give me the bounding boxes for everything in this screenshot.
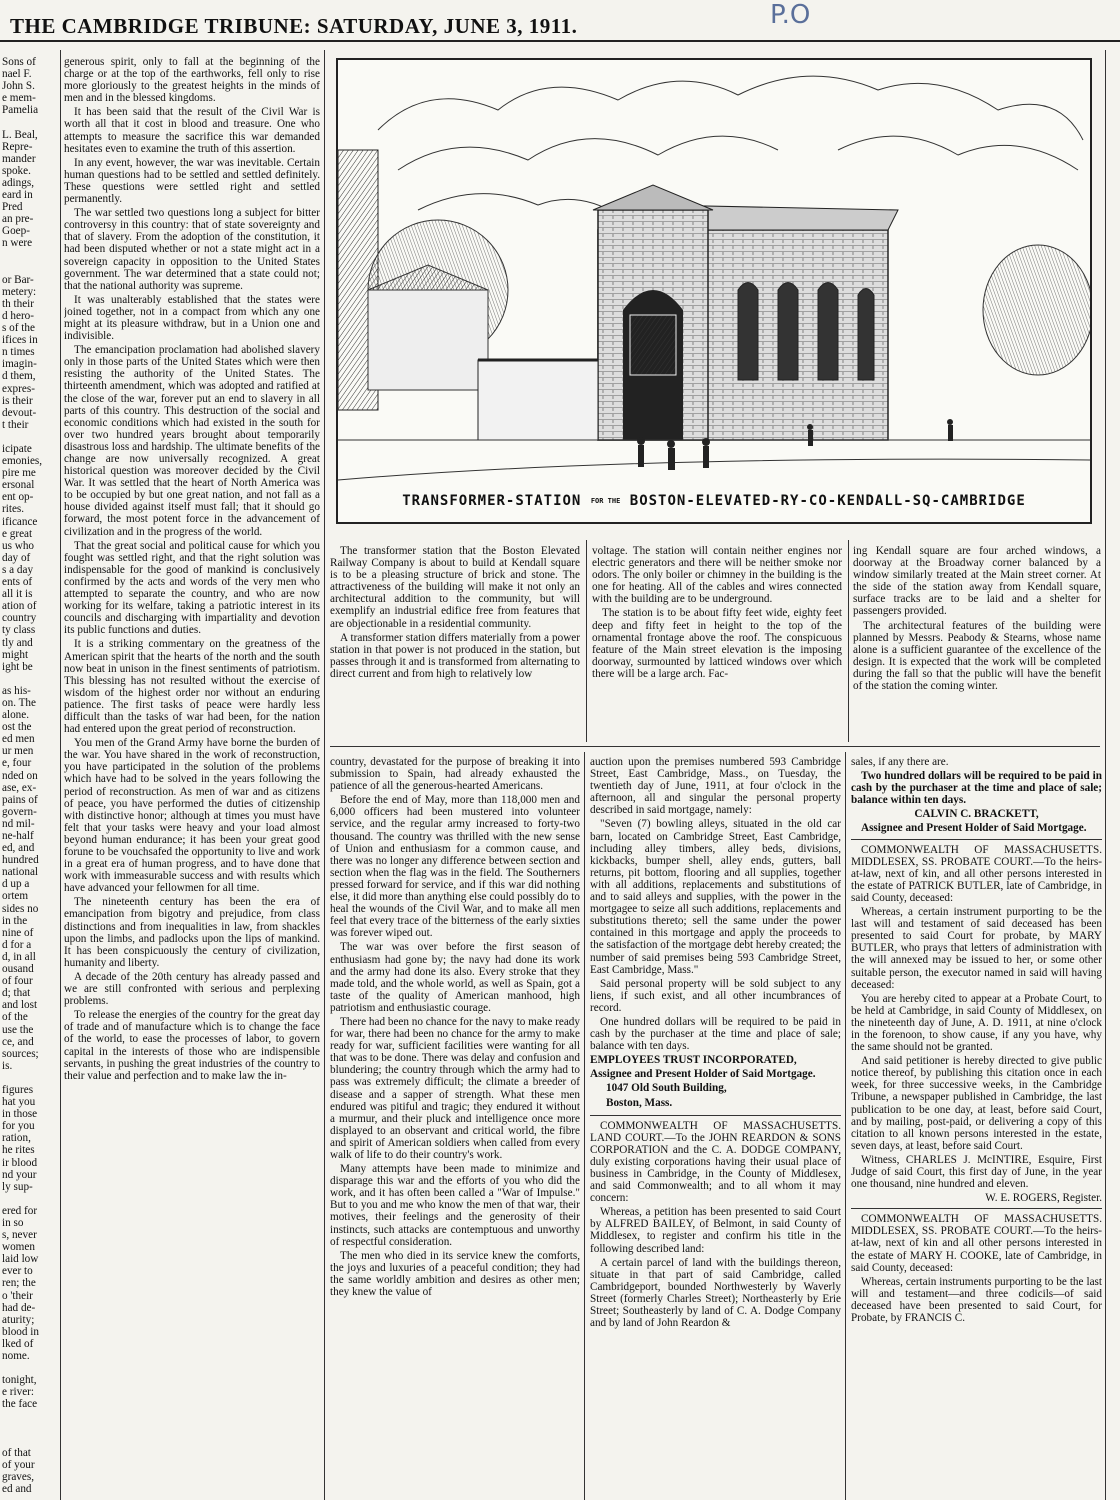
fragment-line: figures — [2, 1083, 34, 1096]
fragment-line: John S. — [2, 80, 35, 93]
fragment-line: imagin- — [2, 358, 37, 371]
paragraph: The men who died in its service knew the comforts, the joys and luxuries of a peaceful condition; they had the same worldly ambition and desires as other men; they knew the value of — [330, 1249, 580, 1299]
paragraph: It was unalterably established that the states were joined together, not in a compact from which any one might at its pleasure withdraw, but in a Union one and indivisible. — [64, 293, 320, 343]
fragment-line: ents of — [2, 576, 33, 589]
paragraph: To release the energies of the country for the great day of trade and of manufacture which is to change the face of the world, to ease the processes of labor, to govern capital in the interests of those who are indispensible servants, in pushing the great industries of the country to their value and perfection and to make law the in- — [64, 1009, 320, 1082]
paragraph: ing Kendall square are four arched windows, a doorway at the Broadway corner balanced by a window similarly treated at the Main street corner. At the side of the station away from Kendall square, surface tracks are to be laid and a shelter for passengers provided. — [853, 545, 1101, 618]
fragment-line: e, four — [2, 757, 32, 770]
caption-right: BOSTON-ELEVATED-RY-CO-KENDALL-SQ-CAMBRIDGE — [629, 493, 1026, 509]
left-edge-fragments — [2, 56, 58, 1496]
paragraph: The transformer station that the Boston Elevated Railway Company is about to build at Kendall square is to be a pleasing structure of brick and stone. The attractiveness of the building will make it not only an architectural addition to the community, but will exemplify an industrial edifice free from features that are objectionable in a residential community. — [330, 545, 580, 630]
sale-signatory-title: Assignee and Present Holder of Said Mortgage. — [861, 822, 1087, 835]
fragment-line: ered for — [2, 1204, 38, 1217]
fragment-line: alone. — [2, 709, 30, 722]
legal-notices-col4 — [590, 756, 841, 1498]
fragment-line: spoke. — [2, 164, 31, 177]
fragment-line: d; that — [2, 987, 31, 1000]
fragment-line: nael F. — [2, 68, 32, 81]
fragment-line: use the — [2, 1023, 34, 1036]
fragment-line — [2, 1411, 58, 1423]
fragment-line: ren; the — [2, 1277, 36, 1290]
probate-butler-register: W. E. ROGERS, Register. — [985, 1192, 1102, 1205]
land-court-petition: Whereas, a petition has been presented to said Court by ALFRED BAILEY, of Belmont, in said County of Middlesex, to register and confirm his title in the following described land: — [590, 1206, 841, 1255]
masthead: THE CAMBRIDGE TRIBUNE: SATURDAY, JUNE 3, 1911. — [10, 14, 578, 38]
paragraph: A transformer station differs materially from a power station in that power is not produced in the station, but passes through it and is transformed from alternating to direct current and from high to relatively low — [330, 631, 580, 680]
fragment-line: in those — [2, 1108, 38, 1121]
fragment-line: ousand — [2, 963, 34, 976]
fragment-line: icipate — [2, 443, 32, 455]
paragraph: generous spirit, only to fall at the beginning of the charge or at the top of the earthworks, fell only to rise more gloriously to the greatest heights in the minds of men and in the blessed kingdoms. — [64, 56, 320, 105]
fragment-line: Sons of — [2, 56, 36, 68]
probate-butler-cited: You are hereby cited to appear at a Probate Court, to be held at Cambridge, in said County of Middlesex, on the nineteenth day of June, A. D. 1911, at nine o'clock in the forenoon, to show cause, if any you have, why the same should not be granted. — [851, 992, 1102, 1054]
station-drawing — [338, 60, 1090, 490]
fragment-line — [2, 262, 58, 274]
column-rule — [1105, 50, 1106, 1500]
paragraph: You men of the Grand Army have borne the burden of the war. You have shared in the work of reconstruction, you have participated in the solution of the problems which have had to be solved in the years following the period of reconstruction. As men of war and as citizens of peace, you have performed the duties of citizenship with distinctive honor; although at times you must have felt that your tasks were heavy and your load almost beyond human endurance; it has been your great good forune to be vouchsafed the opportunity to live and work in a great era of human progress, and to have done that work with immeasurable success and with results which have advanced your fellowmen for all time. — [64, 737, 320, 895]
fragment-line: is their — [2, 394, 33, 407]
fragment-line: tonight, — [2, 1374, 37, 1387]
auction-signatory-title: Assignee and Present Holder of Said Mortgage. — [590, 1068, 816, 1081]
fragment-line: ur men — [2, 745, 34, 758]
illustration-caption — [336, 493, 1092, 509]
paragraph: That the great social and political cause for which you fought was settled right, and that the right solution was indispensable for the good of mankind is conclusively confirmed by the acts and words of the very men who attempted to separate the country, and who are now working for its welfare, taking a patriotic interest in its councils and discharging with impartiality and devotion its public functions and duties. — [64, 539, 320, 637]
notice-rule — [851, 839, 1102, 840]
sale-tail: sales, if any there are. — [851, 756, 949, 768]
fragment-line: metery: — [2, 285, 37, 298]
fragment-line: national — [2, 866, 39, 879]
paragraph: country, devastated for the purpose of breaking it into submission to Spain, had already exhausted the patience of all the generous-hearted Americans. — [330, 756, 580, 793]
fragment-line: ty class — [2, 624, 36, 637]
fragment-line: s of the — [2, 322, 35, 335]
fragment-line: of that — [2, 1446, 31, 1459]
fragment-line: o 'their — [2, 1289, 33, 1302]
auction-signatory: EMPLOYEES TRUST INCORPORATED, — [590, 1054, 797, 1067]
spanish-war-column — [330, 756, 580, 1498]
fragment-line: eard in — [2, 189, 33, 202]
auction-property: "Seven (7) bowling alleys, situated in the old car barn, located on Cambridge Street, East Cambridge, including alley timbers, alley beds, divisions, kickbacks, bumper shell, alley ends, gutters, ball returns, pit bottom, flooring and all supplies, together with all additions, replacements and substitutions of and to said alleys and supplies, with the power in the mortgagee to seize all such additions, replacements and substitutions thereto; sell the same under the power contained in this mortgage and apply the proceeds to the satisfaction of the mortgage debt hereby created; the number of said premises being 593 Cambridge Street, East Cambridge, Mass." — [590, 818, 841, 976]
fragment-line: laid low — [2, 1253, 39, 1266]
fragment-line: graves, — [2, 1470, 34, 1483]
fragment-line: ersonal — [2, 479, 35, 492]
probate-butler-head: COMMONWEALTH OF MASSACHUSETTS. MIDDLESEX, SS. PROBATE COURT.—To the heirs-at-law, next of kin, and all other persons interested in the estate of PATRICK BUTLER, late of Cambridge, in said County, deceased: — [851, 843, 1102, 904]
pencil-note: P.O — [770, 0, 811, 30]
fragment-line: an pre- — [2, 213, 34, 226]
paragraph: It is a striking commentary on the greatness of the American spirit that the hearts of the north and the south now beat in unison in the finest sentiments of patriotism. This blessing has not resulted without the exercise of wisdom of the highest order nor without an enduring patience. The first tasks of peace were hardly less difficult than the tasks of war had been, for the nation had entered upon the great period of reconstruction. — [64, 638, 320, 736]
probate-butler-whereas: Whereas, a certain instrument purporting to be the last will and testament of said deceased has been presented to said Court for probate, by MARY BUTLER, who prays that letters of administration with the will annexed may be issued to her, or some other suitable person, the executor named in said will having deceased: — [851, 906, 1102, 991]
fragment-line: Pamelia — [2, 104, 39, 117]
caption-small: FOR THE — [590, 497, 621, 505]
fragment-line: d up a — [2, 878, 30, 891]
fragment-line: e great — [2, 527, 33, 540]
section-rule — [330, 746, 1100, 747]
fragment-line: blood in — [2, 1325, 39, 1338]
fragment-line: sources; — [2, 1047, 39, 1060]
fragment-line: hundred — [2, 854, 39, 867]
paragraph: The station is to be about fifty feet wide, eighty feet deep and fifty feet in height to the top of the ornamental frontage above the roof. The conspicuous feature of the Main street elevation is the imposing doorway, surmounted by latticed windows over which there will be a large arch. Fac- — [592, 607, 842, 680]
fragment-line: ost the — [2, 721, 32, 734]
fragment-line: ce, and — [2, 1035, 34, 1048]
fragment-line: might — [2, 648, 29, 661]
fragment-line: and lost — [2, 999, 38, 1012]
paragraph: Before the end of May, more than 118,000 men and 6,000 officers had been mustered into volunteer service, and the regular army increased to forty-two thousand. The country was thrilled with the new sense of Union and enthusiasm for a common cause, and there was no longer any difference between section and section when the flag was in the field. The Southerners pressed forward for service, and if this war did nothing else, it did more than anything else could possibly do to heal the wounds of the Civil War, and to make all men feel that every trace of the bitterness of the early sixties was forever wiped out. — [330, 794, 580, 940]
fragment-line: on. The — [2, 696, 36, 709]
fragment-line: s, never — [2, 1229, 37, 1242]
fragment-line — [2, 673, 58, 685]
fragment-line: nine of — [2, 926, 34, 939]
fragment-line: ation of — [2, 600, 37, 613]
station-article-col-c — [853, 545, 1101, 743]
fragment-line: lked of — [2, 1337, 34, 1350]
auction-notice: auction upon the premises numbered 593 Cambridge Street, East Cambridge, Mass., on Tuesday, the twentieth day of June, 1911, at four o'clock in the afternoon, all and singular the personal property described in said mortgage, namely: — [590, 756, 841, 817]
fragment-line — [2, 1423, 58, 1435]
fragment-line — [2, 431, 58, 443]
fragment-line: adings, — [2, 176, 35, 189]
fragment-line: women — [2, 1241, 35, 1254]
land-court-notice-head: COMMONWEALTH OF MASSACHUSETTS. LAND COURT.—To the JOHN REARDON & SONS CORPORATION and the C. A. DODGE COMPANY, duly existing corporations having their usual place of business in Cambridge, in the County of Middlesex, and said Commonwealth; and to all whom it may concern: — [590, 1119, 841, 1205]
probate-cooke-head: COMMONWEALTH OF MASSACHUSETTS. MIDDLESEX, SS. PROBATE COURT.—To the heirs-at-law, next of kin and all other persons interested in the estate of MARY H. COOKE, late of Cambridge, in said County, deceased: — [851, 1213, 1102, 1274]
fragment-line: ever to — [2, 1265, 33, 1278]
fragment-line: day of — [2, 551, 31, 564]
paragraph: The war was over before the first season of enthusiasm had gone by; the navy had done its work and the army had done its also. Every stroke that they made told, and the whole world, as well as Spain, got a taste of the quality of American manhood, high patriotism and enthusiastic courage. — [330, 941, 580, 1014]
station-article-col-a — [330, 545, 580, 743]
fragment-line: of your — [2, 1458, 35, 1471]
fragment-line: ortem — [2, 890, 29, 903]
probate-butler-witness: Witness, CHARLES J. McINTIRE, Esquire, First Judge of said Court, this first day of June, in the year one thousand, nine hundred and eleven. — [851, 1153, 1102, 1191]
fragment-line: in the — [2, 914, 28, 927]
fragment-line: ificance — [2, 515, 38, 528]
fragment-line: hat you — [2, 1096, 36, 1109]
column-rule — [848, 540, 849, 742]
fragment-line: the face — [2, 1398, 38, 1411]
fragment-line: is. — [2, 1059, 13, 1072]
fragment-line: ir blood — [2, 1156, 38, 1169]
fragment-line: n times — [2, 346, 35, 359]
fragment-line — [2, 116, 58, 128]
fragment-line — [2, 1072, 58, 1084]
fragment-line: aturity; — [2, 1313, 35, 1326]
probate-butler-notice: And said petitioner is hereby directed to give public notice thereof, by publishing this citation once in each week, for three successive weeks, in the Cambridge Tribune, a newspaper published in Cambridge, the last publication to be one day, at least, before said Court, and by mailing, post-paid, or delivering a copy of this citation to all known persons interested in the estate, seven days, at least, before said Court. — [851, 1055, 1102, 1152]
fragment-line: ed and — [2, 1483, 32, 1496]
fragment-line: emonies, — [2, 455, 43, 468]
paragraph: The architectural features of the building were planned by Messrs. Peabody & Stearns, whose name alone is a sufficient guarantee of the excellence of the design. It is expected that the work will be completed during the fall so that the public will have the benefit of the station the coming winter. — [853, 619, 1101, 693]
fragment-line: of four — [2, 975, 33, 988]
auction-address-2: Boston, Mass. — [606, 1096, 673, 1109]
fragment-line: mander — [2, 152, 36, 165]
paragraph: The emancipation proclamation had abolished slavery only in those parts of the United States which were then resisting the authority of the United States. The thirteenth amendment, which was adopted and ratified at the close of the war, forever put an end to slavery in all parts of this country. This destruction of the social and economic conditions which had existed in the south for over two hundred years brought about temporarily disastrous loss and hardship. The ultimate benefits of the change are now universally recognized. A great historical question was moreover decided by the Civil War. It was settled that the heart of North America was to be occupied by but one great nation, and not fall as a house divided against itself must fall; that it should go forward, the most potent force in the advancement of civilization and in the progress of the world. — [64, 344, 320, 538]
column-rule — [60, 50, 61, 1500]
paragraph: There had been no chance for the navy to make ready for war, there had been no chance for the army to make ready for war, sufficient facilities were wanting for all that was to be done. There was delay and confusion and blundering; the country through which the army had to pass was extremely difficult; the climate a breeder of disease and a sapper of strength. What these men endured was pitiful and tragic; they endured it without a murmur, and their pluck and intelligence once more displayed to an observant and critical world, the fibre and spirit of American soldiers when called from every walk of life to do their country's work. — [330, 1015, 580, 1161]
paragraph: voltage. The station will contain neither engines nor electric generators and there will be neither smoke nor odors. The only boiler or chimney in the building is the one for heating. All of the cables and wires connected with the building are to be underground. — [592, 545, 842, 606]
fragment-line: d for a — [2, 938, 32, 951]
fragment-line: t their — [2, 418, 29, 431]
fragment-line: e mem- — [2, 92, 36, 105]
transformer-station-illustration — [336, 58, 1092, 524]
fragment-line: ration, — [2, 1132, 31, 1145]
fragment-line: country — [2, 612, 37, 625]
fragment-line: rites. — [2, 503, 25, 516]
paragraph: In any event, however, the war was inevitable. Certain human questions had to be settled and settled definitely. These questions were settled right and settled permanently. — [64, 156, 320, 206]
fragment-line: ase, ex- — [2, 781, 37, 794]
fragment-line: th their — [2, 297, 35, 310]
fragment-line: pains of — [2, 793, 38, 806]
land-court-parcel: A certain parcel of land with the buildings thereon, situate in that part of said Cambridge, called Cambridgeport, bounded Northwesterly by Waverly Street (formerly Charles Street); Northeasterly by Erie Street; Southeasterly by land of C. A. Dodge Company and by land of John Reardon & — [590, 1256, 841, 1330]
masthead-rule — [0, 40, 1120, 42]
fragment-line: expres- — [2, 382, 35, 395]
fragment-line: for you — [2, 1120, 35, 1133]
fragment-line: or Bar- — [2, 273, 34, 286]
fragment-line: of the — [2, 1011, 28, 1024]
fragment-line: ight be — [2, 660, 33, 673]
fragment-line: s a day — [2, 563, 34, 576]
fragment-line: Repre- — [2, 140, 33, 153]
fragment-line: e river: — [2, 1386, 34, 1399]
fragment-line: ed, and — [2, 842, 35, 855]
fragment-line: ifices in — [2, 334, 38, 347]
fragment-line: in so — [2, 1217, 24, 1229]
fragment-line: govern- — [2, 805, 37, 818]
fragment-line: ne-half — [2, 830, 34, 842]
paragraph: It has been said that the result of the Civil War is worth all that it cost in blood and treasure. One who attempts to measure the sacrifice this war demanded hesitates even to examine the truth of this assertion. — [64, 106, 320, 155]
fragment-line: ly sup- — [2, 1180, 33, 1193]
auction-address-1: 1047 Old South Building, — [606, 1082, 727, 1095]
fragment-line: pire me — [2, 467, 36, 480]
fragment-line — [2, 1193, 58, 1205]
fragment-line: nd mil- — [2, 817, 35, 830]
probate-cooke-whereas: Whereas, certain instruments purporting to be the last will and testament—and three codicils—of said deceased have been presented to said Court, for Probate, by FRANCIS C. — [851, 1275, 1102, 1325]
fragment-line — [2, 1362, 58, 1374]
fragment-line: n were — [2, 237, 33, 250]
fragment-line: all it is — [2, 588, 33, 601]
fragment-line: d, in all — [2, 950, 36, 963]
fragment-line: nome. — [2, 1350, 30, 1363]
fragment-line: Pred — [2, 201, 23, 214]
notice-rule — [851, 1208, 1102, 1209]
auction-liens: Said personal property will be sold subject to any liens, if such exist, and all other incumbrances of record. — [590, 977, 841, 1014]
paragraph: The war settled two questions long a subject for bitter controversy in this country: that of state sovereignty and that of slavery. From the adoption of the constitution, it had been disputed whether or not a state might act in a sovereign capacity in opposition to the United States government. The war determined that a state could not; that the national authority was supreme. — [64, 207, 320, 292]
column-rule — [584, 752, 585, 1500]
fragment-line: d hero- — [2, 309, 34, 322]
fragment-line: as his- — [2, 684, 31, 697]
column-rule — [845, 752, 846, 1500]
station-article-col-b — [592, 545, 842, 743]
column-rule — [324, 50, 325, 1500]
auction-terms: One hundred dollars will be required to be paid in cash by the purchaser at the time and place of sale; balance with ten days. — [590, 1015, 841, 1053]
paragraph: The nineteenth century has been the era of emancipation from bigotry and prejudice, from class distinctions and from inequalities in law, from shackles upon the limbs, and padlocks upon the lips of mankind. It has been conspicuously the century of civilization, humanity and liberty. — [64, 896, 320, 969]
notice-rule — [590, 1115, 841, 1116]
legal-notices-col5 — [851, 756, 1102, 1498]
column-rule — [586, 540, 587, 742]
fragment-line: ed men — [2, 733, 35, 746]
fragment-line: sides no — [2, 902, 39, 915]
fragment-line: devout- — [2, 406, 37, 419]
fragment-line — [2, 250, 58, 262]
caption-left: TRANSFORMER-STATION — [402, 493, 582, 509]
sale-terms: Two hundred dollars will be required to be paid in cash by the purchaser at the time and place of sale; balance within ten days. — [851, 770, 1102, 807]
memorial-address-column — [64, 56, 320, 1498]
sale-signatory: CALVIN C. BRACKETT, — [914, 808, 1039, 821]
paragraph: Many attempts have been made to minimize and disparage this war and the efforts of you who did the work, and it has often been called a "War of Impulse." But to you and me who know the men of that war, their motives, their feelings and the generosity of their instincts, such attacks are contemptuous and unworthy of respectful consideration. — [330, 1163, 580, 1248]
fragment-line: nded on — [2, 769, 38, 782]
fragment-line — [2, 1435, 58, 1447]
fragment-line: he rites — [2, 1144, 35, 1157]
fragment-line: nd your — [2, 1168, 37, 1181]
fragment-line: had de- — [2, 1301, 36, 1314]
fragment-line: L. Beal, — [2, 128, 38, 141]
fragment-line: ent op- — [2, 491, 34, 504]
fragment-line: d them, — [2, 370, 36, 383]
paragraph: A decade of the 20th century has already passed and we are still confronted with serious and perplexing problems. — [64, 970, 320, 1008]
fragment-line: Goep- — [2, 225, 30, 238]
fragment-line: us who — [2, 539, 35, 552]
fragment-line: tly and — [2, 636, 33, 649]
